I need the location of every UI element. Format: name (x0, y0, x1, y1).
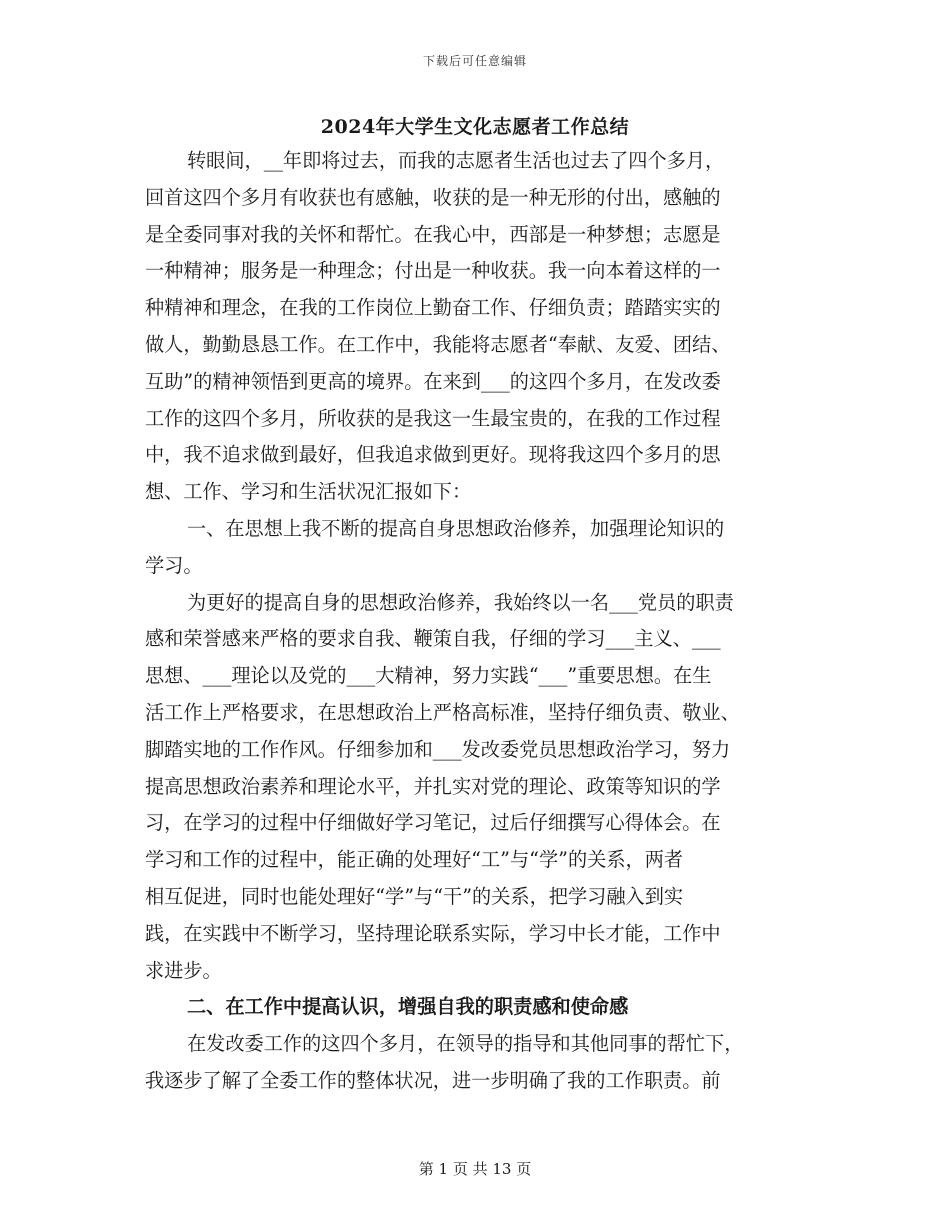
body-line: 习，在学习的过程中仔细做好学习笔记，过后仔细撰写心得体会。在 (145, 811, 721, 835)
body-line: 学习和工作的过程中，能正确的处理好“工”与“学”的关系，两者 (145, 848, 684, 872)
document-body (145, 143, 805, 1100)
page-header-note: 下载后可任意编辑 (422, 54, 527, 68)
body-line: 转眼间，__年即将过去，而我的志愿者生活也过去了四个多月， (187, 149, 725, 172)
body-line: 在发改委工作的这四个多月，在领导的指导和其他同事的帮忙下， (187, 1032, 744, 1056)
body-line: 是全委同事对我的关怀和帮忙。在我心中，西部是一种梦想；志愿是 (145, 222, 721, 246)
body-line: 活工作上严格要求，在思想政治上严格高标准，坚持仔细负责、敬业、 (145, 700, 740, 724)
page-footer-pagination: 第 1 页 共 13 页 (418, 1160, 532, 1178)
body-line: 想、工作、学习和生活状况汇报如下： (145, 480, 472, 504)
document-title: 2024年大学生文化志愿者工作总结 (320, 116, 630, 138)
section-one-heading-line: 一、在思想上我不断的提高自身思想政治修养，加强理论知识的 (187, 516, 725, 540)
body-line: 一种精神；服务是一种理念；付出是一种收获。我一向本着这样的一 (145, 259, 721, 283)
section-two-heading: 二、在工作中提高认识，增强自我的职责感和使命感 (187, 995, 629, 1019)
body-line: 提高思想政治素养和理论水平，并扎实对党的理论、政策等知识的学 (145, 774, 721, 798)
body-line: 回首这四个多月有收获也有感触，收获的是一种无形的付出，感触的 (145, 185, 721, 209)
body-line: 种精神和理念，在我的工作岗位上勤奋工作、仔细负责；踏踏实实的 (145, 296, 721, 320)
body-line: 工作的这四个多月，所收获的是我这一生最宝贵的，在我的工作过程 (145, 406, 721, 430)
body-line: 为更好的提高自身的思想政治修养，我始终以一名___党员的职责 (187, 590, 734, 614)
body-line: 中，我不追求做到最好，但我追求做到更好。现将我这四个多月的思 (145, 443, 721, 467)
body-line: 践，在实践中不断学习，坚持理论联系实际，学习中长才能，工作中 (145, 921, 721, 945)
body-line: 做人，勤勤恳恳工作。在工作中，我能将志愿者“奉献、友爱、团结、 (145, 332, 731, 356)
body-line: 求进步。 (145, 958, 222, 982)
body-line: 相互促进，同时也能处理好“学”与“干”的关系，把学习融入到实 (145, 884, 684, 908)
body-line: 脚踏实地的工作作风。仔细参加和___发改委党员思想政治学习，努力 (145, 737, 731, 761)
body-line: 我逐步了解了全委工作的整体状况，进一步明确了我的工作职责。前 (145, 1068, 721, 1092)
body-line: 感和荣誉感来严格的要求自我、鞭策自我，仔细的学习___主义、___ (145, 627, 721, 651)
body-line: 互助”的精神领悟到更高的境界。在来到___的这四个多月，在发改委 (145, 369, 721, 393)
section-one-heading-line: 学习。 (145, 553, 203, 577)
body-line: 思想、___理论以及党的___大精神，努力实践“___”重要思想。在生 (145, 664, 712, 688)
